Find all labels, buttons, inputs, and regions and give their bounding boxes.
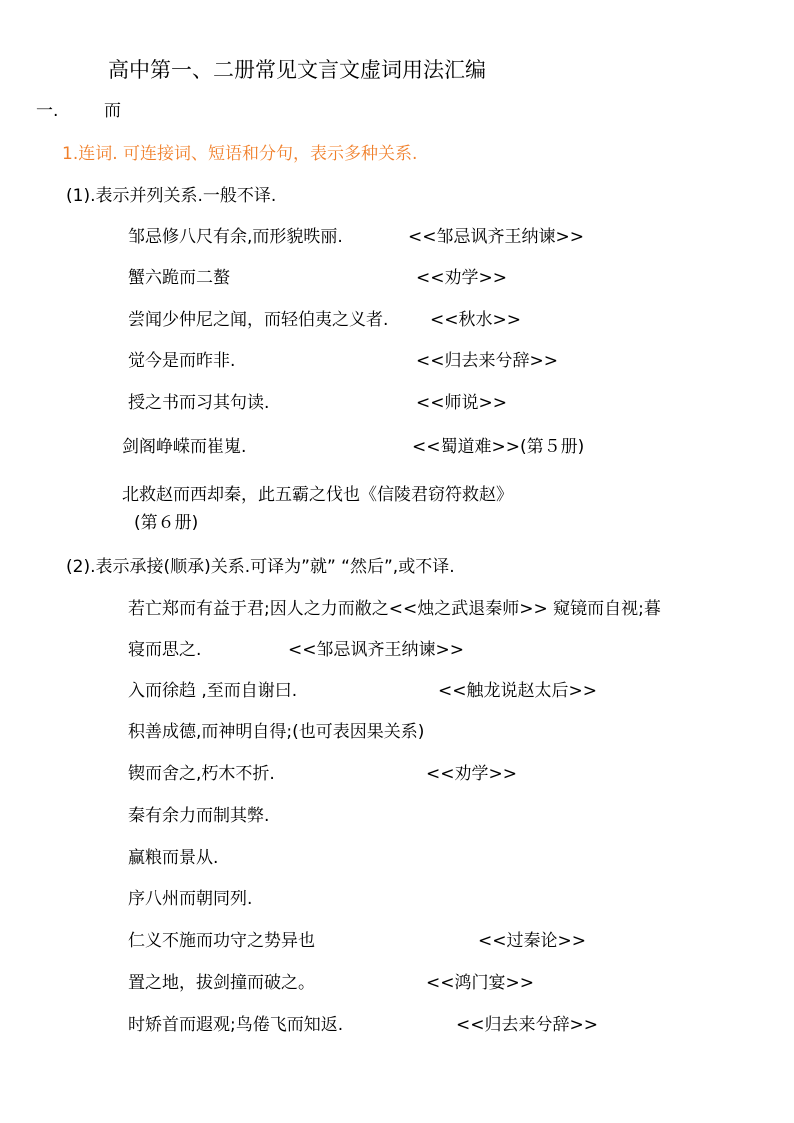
example-text-continued: 寝而思之. <box>128 640 202 660</box>
example-text: 授之书而习其句读. <box>128 393 270 413</box>
example-text: 赢粮而景从. <box>128 848 219 868</box>
example-source: <<师说>> <box>416 393 507 413</box>
example-source: <<秋水>> <box>430 310 521 330</box>
example-note: (第６册) <box>134 513 199 533</box>
example-source: <<蜀道难>>(第５册) <box>412 437 585 457</box>
subsection-heading-2: (2).表示承接(顺承)关系.可译为”就” “然后”,或不译. <box>66 557 455 577</box>
example-text: 若亡郑而有益于君;因人之力而敝之<<烛之武退秦师>> 窥镜而自视;暮 <box>128 599 661 619</box>
example-text: 积善成德,而神明自得;(也可表因果关系) <box>128 722 425 742</box>
example-text: 尝闻少仲尼之闻，而轻伯夷之义者. <box>128 310 389 330</box>
example-source: <<归去来兮辞>> <box>416 351 558 371</box>
example-source: <<触龙说赵太后>> <box>438 681 597 701</box>
example-text: 北救赵而西却秦，此五霸之伐也《信陵君窃符救赵》 <box>122 485 513 505</box>
example-text: 序八州而朝同列. <box>128 889 253 909</box>
example-text: 蟹六跪而二螯 <box>128 268 230 288</box>
example-text: 置之地，拔剑撞而破之。 <box>128 973 315 993</box>
example-source: <<邹忌讽齐王纳谏>> <box>408 227 584 247</box>
example-source: <<鸿门宴>> <box>426 973 534 993</box>
example-text: 秦有余力而制其弊. <box>128 806 270 826</box>
subsection-heading-1: (1).表示并列关系.一般不译. <box>66 186 277 206</box>
usage-heading: 1.连词. 可连接词、短语和分句，表示多种关系. <box>62 144 418 164</box>
example-source: <<归去来兮辞>> <box>456 1015 598 1035</box>
example-text: 邹忌修八尺有余,而形貌昳丽. <box>128 227 343 247</box>
example-text: 剑阁峥嵘而崔嵬. <box>122 437 247 457</box>
example-text: 仁义不施而功守之势异也 <box>128 931 315 951</box>
example-text: 觉今是而昨非. <box>128 351 236 371</box>
example-text: 时矫首而遐观;鸟倦飞而知返. <box>128 1015 344 1035</box>
example-source: <<劝学>> <box>416 268 507 288</box>
section-number: 一. <box>36 101 59 121</box>
example-source: <<过秦论>> <box>478 931 586 951</box>
example-text: 入而徐趋 ,至而自谢曰. <box>128 681 298 701</box>
example-text: 锲而舍之,朽木不折. <box>128 764 275 784</box>
example-source: <<劝学>> <box>426 764 517 784</box>
section-word: 而 <box>104 101 121 121</box>
page-title: 高中第一、二册常见文言文虚词用法汇编 <box>108 58 486 82</box>
example-source: <<邹忌讽齐王纳谏>> <box>288 640 464 660</box>
